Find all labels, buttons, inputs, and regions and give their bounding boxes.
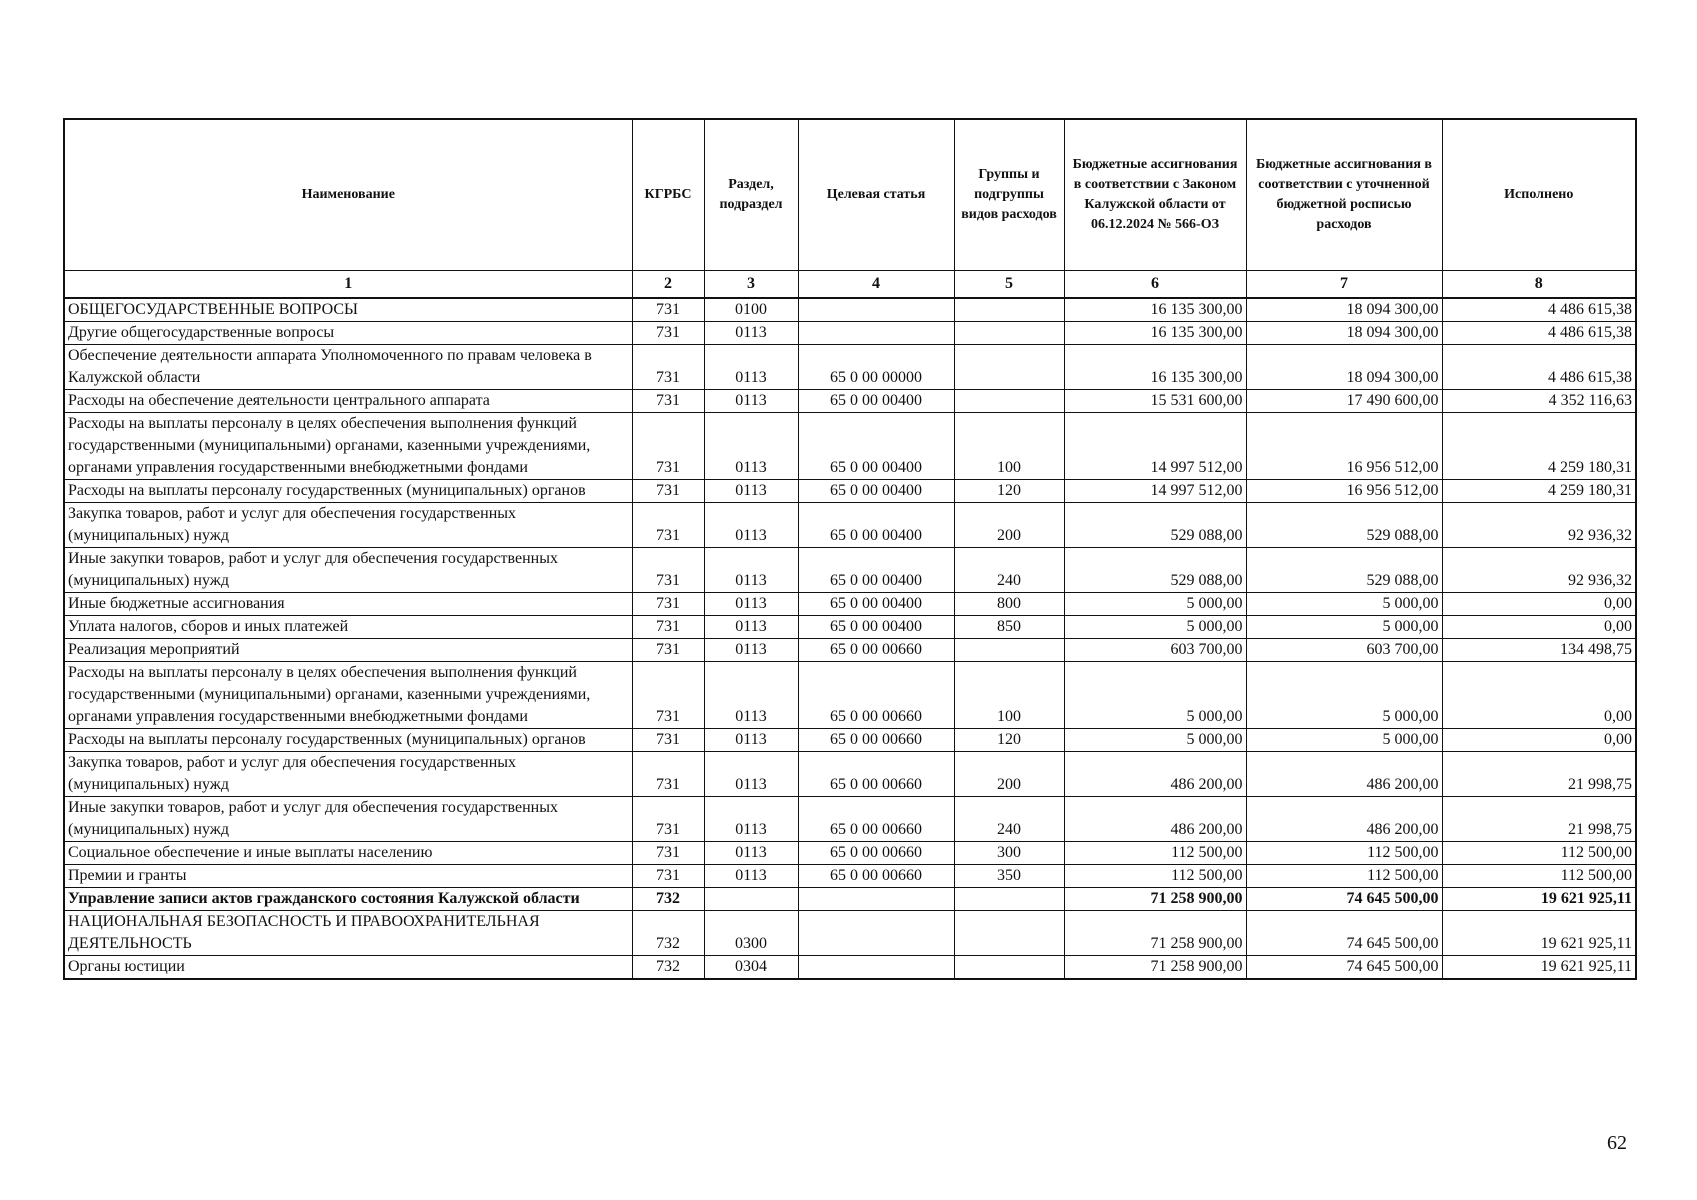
cell-razdel: 0113 bbox=[704, 345, 798, 390]
cell-expense-group bbox=[954, 322, 1064, 345]
cell-executed: 0,00 bbox=[1442, 593, 1636, 616]
cell-razdel: 0113 bbox=[704, 797, 798, 842]
cell-name: Иные закупки товаров, работ и услуг для обеспечения государственных (муниципальных) нужд bbox=[64, 548, 632, 593]
cell-executed: 4 259 180,31 bbox=[1442, 413, 1636, 480]
cell-kgrbs: 731 bbox=[632, 503, 704, 548]
cell-law-allocation: 529 088,00 bbox=[1064, 503, 1246, 548]
cell-target-article: 65 0 00 00400 bbox=[798, 548, 954, 593]
column-number: 7 bbox=[1246, 271, 1442, 299]
cell-kgrbs: 731 bbox=[632, 480, 704, 503]
cell-law-allocation: 486 200,00 bbox=[1064, 797, 1246, 842]
cell-law-allocation: 16 135 300,00 bbox=[1064, 298, 1246, 322]
cell-name: Расходы на выплаты персоналу в целях обеспечения выполнения функций государственными (муниципальными) органами, казенными учреждениями, органами управления государственными внебюджетными фондами bbox=[64, 662, 632, 729]
cell-executed: 0,00 bbox=[1442, 662, 1636, 729]
cell-law-allocation: 5 000,00 bbox=[1064, 662, 1246, 729]
cell-kgrbs: 731 bbox=[632, 639, 704, 662]
table-row bbox=[64, 322, 1636, 345]
cell-executed: 21 998,75 bbox=[1442, 752, 1636, 797]
header-name: Наименование bbox=[64, 119, 632, 271]
cell-law-allocation: 486 200,00 bbox=[1064, 752, 1246, 797]
cell-expense-group bbox=[954, 639, 1064, 662]
cell-target-article: 65 0 00 00400 bbox=[798, 480, 954, 503]
cell-kgrbs: 731 bbox=[632, 298, 704, 322]
cell-executed: 4 352 116,63 bbox=[1442, 390, 1636, 413]
cell-executed: 112 500,00 bbox=[1442, 842, 1636, 865]
cell-expense-group bbox=[954, 888, 1064, 911]
cell-target-article bbox=[798, 322, 954, 345]
cell-expense-group bbox=[954, 390, 1064, 413]
cell-razdel: 0113 bbox=[704, 616, 798, 639]
cell-executed: 19 621 925,11 bbox=[1442, 888, 1636, 911]
table-row bbox=[64, 503, 1636, 548]
cell-name: ОБЩЕГОСУДАРСТВЕННЫЕ ВОПРОСЫ bbox=[64, 298, 632, 322]
header-target-article: Целевая статья bbox=[798, 119, 954, 271]
cell-law-allocation: 71 258 900,00 bbox=[1064, 911, 1246, 956]
cell-name: Социальное обеспечение и иные выплаты населению bbox=[64, 842, 632, 865]
cell-razdel bbox=[704, 888, 798, 911]
column-number: 6 bbox=[1064, 271, 1246, 299]
column-number: 4 bbox=[798, 271, 954, 299]
cell-law-allocation: 529 088,00 bbox=[1064, 548, 1246, 593]
table-row bbox=[64, 865, 1636, 888]
cell-name: Управление записи актов гражданского состояния Калужской области bbox=[64, 888, 632, 911]
cell-expense-group bbox=[954, 911, 1064, 956]
cell-executed: 21 998,75 bbox=[1442, 797, 1636, 842]
cell-plan-allocation: 17 490 600,00 bbox=[1246, 390, 1442, 413]
cell-expense-group: 100 bbox=[954, 662, 1064, 729]
cell-law-allocation: 5 000,00 bbox=[1064, 593, 1246, 616]
cell-name: Премии и гранты bbox=[64, 865, 632, 888]
cell-executed: 0,00 bbox=[1442, 616, 1636, 639]
cell-razdel: 0113 bbox=[704, 480, 798, 503]
cell-target-article: 65 0 00 00660 bbox=[798, 639, 954, 662]
cell-kgrbs: 731 bbox=[632, 865, 704, 888]
cell-kgrbs: 731 bbox=[632, 593, 704, 616]
cell-target-article: 65 0 00 00660 bbox=[798, 842, 954, 865]
cell-plan-allocation: 5 000,00 bbox=[1246, 593, 1442, 616]
cell-kgrbs: 732 bbox=[632, 911, 704, 956]
cell-razdel: 0300 bbox=[704, 911, 798, 956]
cell-target-article bbox=[798, 956, 954, 980]
cell-law-allocation: 71 258 900,00 bbox=[1064, 888, 1246, 911]
cell-kgrbs: 731 bbox=[632, 413, 704, 480]
cell-executed: 112 500,00 bbox=[1442, 865, 1636, 888]
cell-executed: 4 486 615,38 bbox=[1442, 345, 1636, 390]
cell-plan-allocation: 5 000,00 bbox=[1246, 729, 1442, 752]
cell-razdel: 0113 bbox=[704, 865, 798, 888]
cell-expense-group: 350 bbox=[954, 865, 1064, 888]
cell-target-article: 65 0 00 00660 bbox=[798, 865, 954, 888]
table-row bbox=[64, 616, 1636, 639]
cell-kgrbs: 731 bbox=[632, 842, 704, 865]
cell-expense-group: 120 bbox=[954, 480, 1064, 503]
cell-razdel: 0113 bbox=[704, 503, 798, 548]
cell-expense-group: 120 bbox=[954, 729, 1064, 752]
header-kgrbs: КГРБС bbox=[632, 119, 704, 271]
cell-law-allocation: 112 500,00 bbox=[1064, 865, 1246, 888]
cell-razdel: 0113 bbox=[704, 662, 798, 729]
cell-plan-allocation: 529 088,00 bbox=[1246, 548, 1442, 593]
cell-executed: 4 486 615,38 bbox=[1442, 322, 1636, 345]
cell-plan-allocation: 529 088,00 bbox=[1246, 503, 1442, 548]
cell-executed: 92 936,32 bbox=[1442, 548, 1636, 593]
cell-kgrbs: 731 bbox=[632, 548, 704, 593]
table-row bbox=[64, 390, 1636, 413]
cell-executed: 134 498,75 bbox=[1442, 639, 1636, 662]
cell-law-allocation: 603 700,00 bbox=[1064, 639, 1246, 662]
cell-razdel: 0113 bbox=[704, 413, 798, 480]
cell-law-allocation: 14 997 512,00 bbox=[1064, 480, 1246, 503]
column-number: 2 bbox=[632, 271, 704, 299]
cell-target-article bbox=[798, 911, 954, 956]
cell-razdel: 0113 bbox=[704, 842, 798, 865]
cell-kgrbs: 732 bbox=[632, 888, 704, 911]
column-number: 3 bbox=[704, 271, 798, 299]
cell-executed: 19 621 925,11 bbox=[1442, 956, 1636, 980]
table-row bbox=[64, 729, 1636, 752]
header-plan-allocations: Бюджетные ассигнования в соответствии с уточненной бюджетной росписью расходов bbox=[1246, 119, 1442, 271]
cell-name: Расходы на выплаты персоналу в целях обеспечения выполнения функций государственными (муниципальными) органами, казенными учреждениями, органами управления государственными внебюджетными фондами bbox=[64, 413, 632, 480]
cell-expense-group: 240 bbox=[954, 797, 1064, 842]
table-header-row bbox=[64, 119, 1636, 271]
cell-plan-allocation: 74 645 500,00 bbox=[1246, 888, 1442, 911]
cell-razdel: 0113 bbox=[704, 752, 798, 797]
cell-name: Реализация мероприятий bbox=[64, 639, 632, 662]
page-number: 62 bbox=[1607, 1132, 1627, 1154]
column-number: 8 bbox=[1442, 271, 1636, 299]
table-row bbox=[64, 956, 1636, 980]
cell-target-article: 65 0 00 00660 bbox=[798, 662, 954, 729]
cell-executed: 92 936,32 bbox=[1442, 503, 1636, 548]
cell-plan-allocation: 486 200,00 bbox=[1246, 797, 1442, 842]
table-row bbox=[64, 548, 1636, 593]
cell-razdel: 0113 bbox=[704, 639, 798, 662]
cell-name: Обеспечение деятельности аппарата Уполномоченного по правам человека в Калужской области bbox=[64, 345, 632, 390]
cell-law-allocation: 16 135 300,00 bbox=[1064, 322, 1246, 345]
cell-expense-group bbox=[954, 345, 1064, 390]
cell-kgrbs: 731 bbox=[632, 662, 704, 729]
cell-executed: 4 259 180,31 bbox=[1442, 480, 1636, 503]
table-row bbox=[64, 888, 1636, 911]
cell-plan-allocation: 74 645 500,00 bbox=[1246, 911, 1442, 956]
table-row bbox=[64, 480, 1636, 503]
cell-law-allocation: 5 000,00 bbox=[1064, 729, 1246, 752]
cell-kgrbs: 731 bbox=[632, 797, 704, 842]
budget-table bbox=[63, 118, 1637, 980]
cell-plan-allocation: 18 094 300,00 bbox=[1246, 322, 1442, 345]
cell-name: Расходы на выплаты персоналу государственных (муниципальных) органов bbox=[64, 480, 632, 503]
cell-plan-allocation: 5 000,00 bbox=[1246, 662, 1442, 729]
cell-name: Закупка товаров, работ и услуг для обеспечения государственных (муниципальных) нужд bbox=[64, 752, 632, 797]
cell-name: Органы юстиции bbox=[64, 956, 632, 980]
cell-law-allocation: 112 500,00 bbox=[1064, 842, 1246, 865]
cell-target-article: 65 0 00 00000 bbox=[798, 345, 954, 390]
column-number: 5 bbox=[954, 271, 1064, 299]
table-row bbox=[64, 593, 1636, 616]
cell-plan-allocation: 16 956 512,00 bbox=[1246, 413, 1442, 480]
cell-name: НАЦИОНАЛЬНАЯ БЕЗОПАСНОСТЬ И ПРАВООХРАНИТЕЛЬНАЯ ДЕЯТЕЛЬНОСТЬ bbox=[64, 911, 632, 956]
cell-name: Расходы на выплаты персоналу государственных (муниципальных) органов bbox=[64, 729, 632, 752]
header-razdel: Раздел, подраздел bbox=[704, 119, 798, 271]
table-row bbox=[64, 345, 1636, 390]
cell-expense-group: 850 bbox=[954, 616, 1064, 639]
cell-kgrbs: 731 bbox=[632, 616, 704, 639]
cell-expense-group: 300 bbox=[954, 842, 1064, 865]
cell-expense-group: 800 bbox=[954, 593, 1064, 616]
cell-razdel: 0113 bbox=[704, 729, 798, 752]
cell-name: Закупка товаров, работ и услуг для обеспечения государственных (муниципальных) нужд bbox=[64, 503, 632, 548]
table-body bbox=[64, 298, 1636, 979]
table-row bbox=[64, 797, 1636, 842]
cell-kgrbs: 731 bbox=[632, 752, 704, 797]
header-law-allocations: Бюджетные ассигнования в соответствии с Законом Калужской области от 06.12.2024 № 566-ОЗ bbox=[1064, 119, 1246, 271]
cell-plan-allocation: 603 700,00 bbox=[1246, 639, 1442, 662]
cell-kgrbs: 732 bbox=[632, 956, 704, 980]
cell-target-article bbox=[798, 298, 954, 322]
cell-executed: 19 621 925,11 bbox=[1442, 911, 1636, 956]
cell-target-article: 65 0 00 00400 bbox=[798, 390, 954, 413]
table-row bbox=[64, 413, 1636, 480]
table-row bbox=[64, 298, 1636, 322]
cell-razdel: 0113 bbox=[704, 390, 798, 413]
column-number: 1 bbox=[64, 271, 632, 299]
cell-name: Другие общегосударственные вопросы bbox=[64, 322, 632, 345]
table-row bbox=[64, 639, 1636, 662]
cell-target-article bbox=[798, 888, 954, 911]
cell-name: Иные закупки товаров, работ и услуг для обеспечения государственных (муниципальных) нужд bbox=[64, 797, 632, 842]
cell-plan-allocation: 112 500,00 bbox=[1246, 865, 1442, 888]
cell-executed: 4 486 615,38 bbox=[1442, 298, 1636, 322]
cell-law-allocation: 14 997 512,00 bbox=[1064, 413, 1246, 480]
cell-law-allocation: 16 135 300,00 bbox=[1064, 345, 1246, 390]
cell-plan-allocation: 18 094 300,00 bbox=[1246, 345, 1442, 390]
cell-target-article: 65 0 00 00400 bbox=[798, 593, 954, 616]
cell-target-article: 65 0 00 00400 bbox=[798, 413, 954, 480]
cell-kgrbs: 731 bbox=[632, 390, 704, 413]
cell-expense-group: 240 bbox=[954, 548, 1064, 593]
cell-name: Расходы на обеспечение деятельности центрального аппарата bbox=[64, 390, 632, 413]
cell-name: Иные бюджетные ассигнования bbox=[64, 593, 632, 616]
cell-plan-allocation: 16 956 512,00 bbox=[1246, 480, 1442, 503]
column-number-row bbox=[64, 271, 1636, 299]
cell-expense-group: 100 bbox=[954, 413, 1064, 480]
cell-kgrbs: 731 bbox=[632, 322, 704, 345]
cell-law-allocation: 71 258 900,00 bbox=[1064, 956, 1246, 980]
cell-expense-group bbox=[954, 956, 1064, 980]
cell-name: Уплата налогов, сборов и иных платежей bbox=[64, 616, 632, 639]
cell-expense-group bbox=[954, 298, 1064, 322]
cell-expense-group: 200 bbox=[954, 752, 1064, 797]
cell-plan-allocation: 112 500,00 bbox=[1246, 842, 1442, 865]
table-row bbox=[64, 911, 1636, 956]
cell-plan-allocation: 5 000,00 bbox=[1246, 616, 1442, 639]
cell-law-allocation: 5 000,00 bbox=[1064, 616, 1246, 639]
cell-plan-allocation: 486 200,00 bbox=[1246, 752, 1442, 797]
table-row bbox=[64, 842, 1636, 865]
cell-razdel: 0113 bbox=[704, 322, 798, 345]
cell-target-article: 65 0 00 00660 bbox=[798, 729, 954, 752]
cell-target-article: 65 0 00 00400 bbox=[798, 616, 954, 639]
cell-razdel: 0304 bbox=[704, 956, 798, 980]
cell-expense-group: 200 bbox=[954, 503, 1064, 548]
cell-razdel: 0100 bbox=[704, 298, 798, 322]
cell-executed: 0,00 bbox=[1442, 729, 1636, 752]
cell-target-article: 65 0 00 00400 bbox=[798, 503, 954, 548]
table-row bbox=[64, 662, 1636, 729]
header-expense-groups: Группы и подгруппы видов расходов bbox=[954, 119, 1064, 271]
table-row bbox=[64, 752, 1636, 797]
cell-kgrbs: 731 bbox=[632, 729, 704, 752]
cell-razdel: 0113 bbox=[704, 593, 798, 616]
cell-plan-allocation: 18 094 300,00 bbox=[1246, 298, 1442, 322]
header-executed: Исполнено bbox=[1442, 119, 1636, 271]
cell-plan-allocation: 74 645 500,00 bbox=[1246, 956, 1442, 980]
cell-target-article: 65 0 00 00660 bbox=[798, 797, 954, 842]
cell-kgrbs: 731 bbox=[632, 345, 704, 390]
budget-sheet bbox=[63, 118, 1635, 980]
cell-razdel: 0113 bbox=[704, 548, 798, 593]
cell-law-allocation: 15 531 600,00 bbox=[1064, 390, 1246, 413]
cell-target-article: 65 0 00 00660 bbox=[798, 752, 954, 797]
